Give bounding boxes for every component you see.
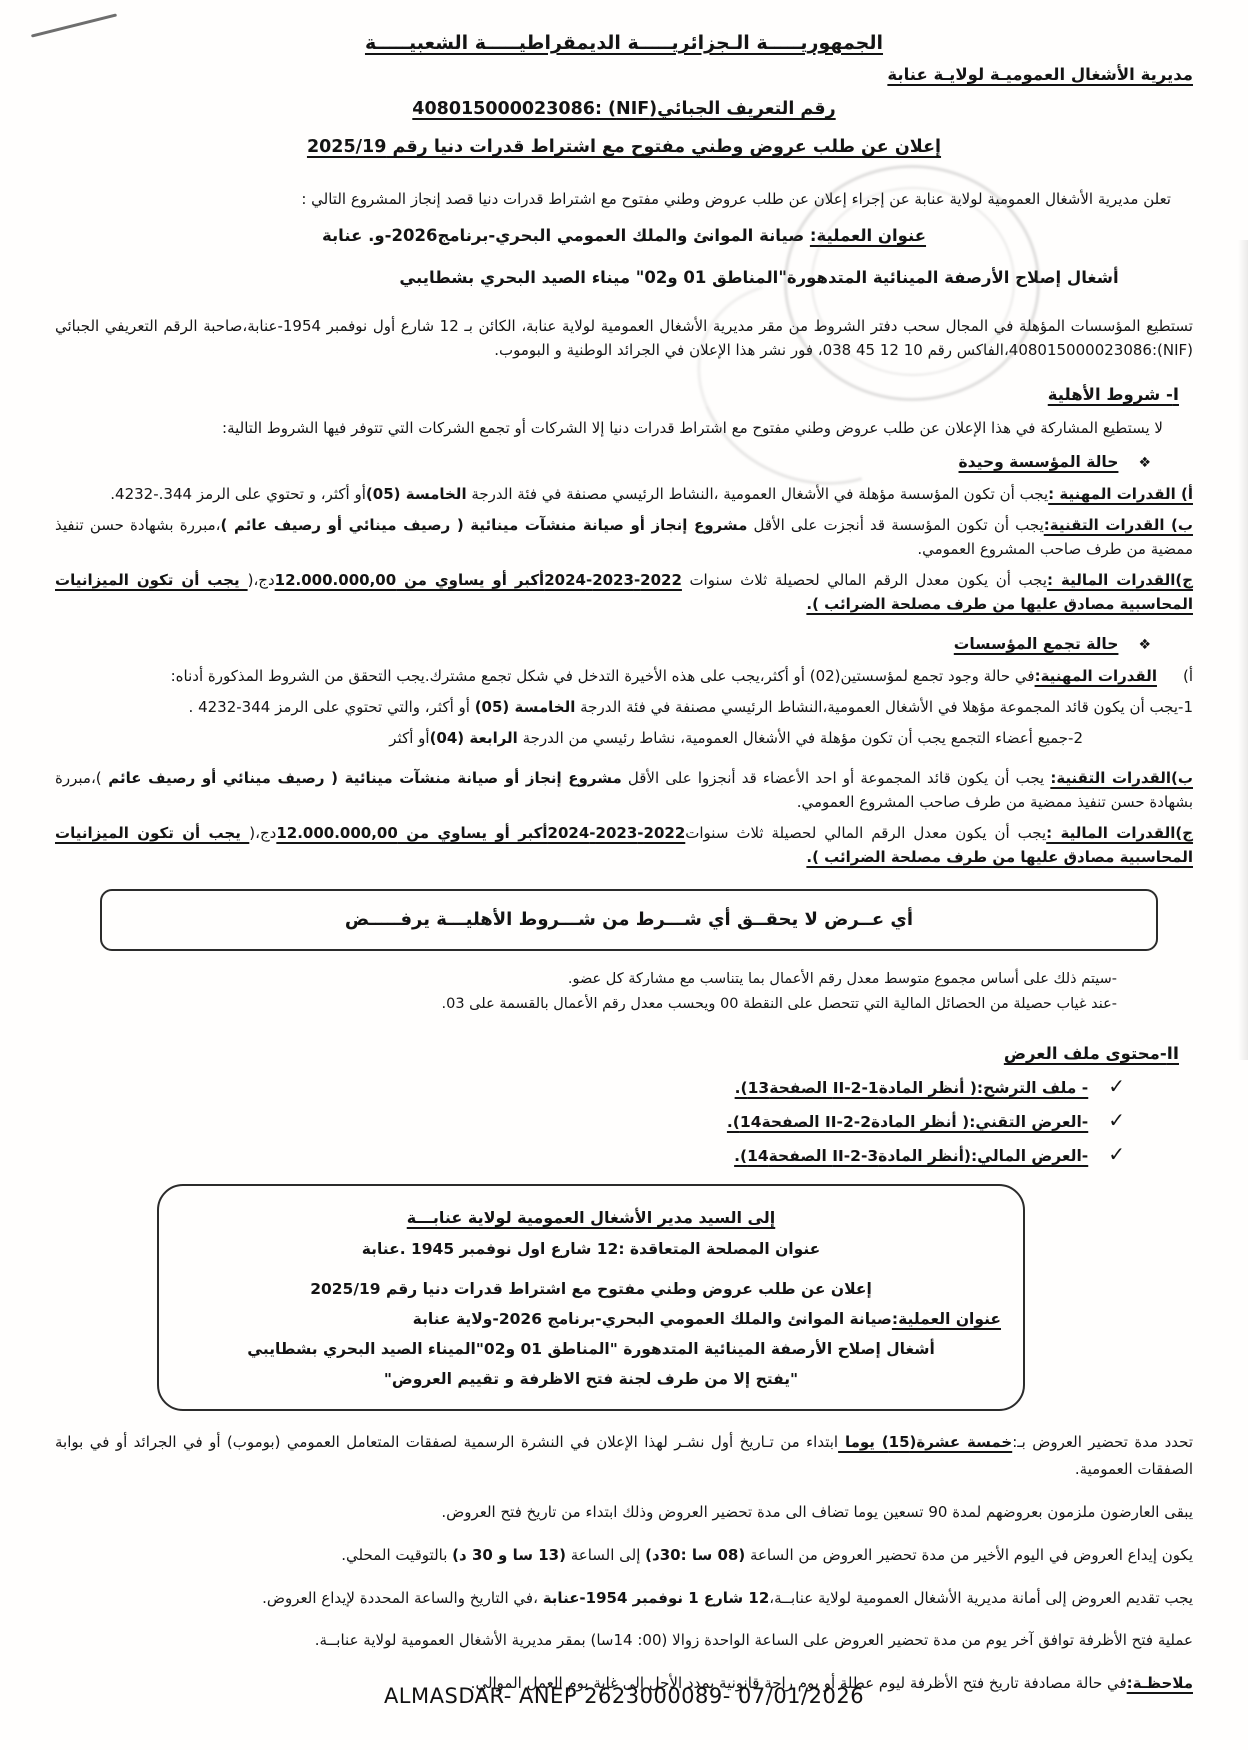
text-segment: إلى الساعة [565,1545,646,1564]
text-segment: ،في التاريخ والساعة المحددة لإيداع العروض. [262,1588,543,1607]
amount-emphasis: أكبر أو يساوي من 12.000.000,00 [274,570,545,589]
rejection-notice-text: أي عــرض لا يحقــق أي شـــرط من شـــروط الأهليـــة يرفـــــض [344,908,914,930]
offer-item-technical [55,1107,1193,1135]
text-segment: يجب تقديم العروض إلى أمانة مديرية الأشغال العمومية لولاية عنابــة، [769,1588,1193,1607]
envelope-opening: عملية فتح الأظرفة توافق آخر يوم من مدة تحضير العروض على الساعة الواحدة زوالا (00: 14سا) بمقر مديرية الأشغال العمومية لولاية عنابــة. [314,1631,1193,1650]
single-enterprise-label: حالة المؤسسة وحيدة [958,452,1119,471]
remark-label: ملاحظـة: [1126,1674,1193,1693]
text-segment: في حالة مصادفة تاريخ فتح الأظرفة ليوم عطلة أو يوم راحة قانونية يمدد الأجل إلى غاية يوم العمل الموالي. [470,1674,1127,1693]
section-eligibility-heading: I- شروط الأهلية [1047,384,1179,404]
financial-capacities-label: ج)القدرات المالية : [1047,570,1194,589]
balance-sheets-emphasis: يجب أن تكون الميزانيات المحاسبية مصادق عليها من طرف مصلحة الضرائب ). [55,823,1193,866]
technical-capacities-label: ب) القدرات التقنية: [1043,515,1193,534]
amount-emphasis: أكبر أو يساوي من 12.000.000,00 [276,823,548,842]
operation-text: صيانة الموانئ والملك العمومي البحري-برنامج2026-و. عنابة [321,225,810,245]
envelope-address-box [157,1184,1025,1410]
envelope-open-only-notice: "يفتح إلا من طرف لجنة فتح الاظرفة و تقييم العروض" [383,1370,799,1389]
eligibility-intro: لا يستطيع المشاركة في هذا الإعلان عن طلب عروض وطني مفتوح مع اشتراط قدرات دنيا إلا الشركات أو تجمع الشركات التي تتوفر فيها الشروط التالية: [222,418,1163,437]
years-emphasis: 2022-2023-2024 [544,570,682,589]
text-segment: يكون إيداع العروض في اليوم الأخير من مدة تحضير العروض من الساعة [745,1545,1193,1564]
text-segment: في حالة وجود تجمع لمؤسستين(02) أو أكثر،يجب على هذه الأخيرة التدخل في شكل تجمع مشترك.يجب التحقق من الشروط المذكورة أدناه: [170,666,1035,685]
text-segment: دج،( [249,823,277,842]
list-marker: أ) [1182,666,1193,685]
works-title: أشغال إصلاح الأرصفة المينائية المتدهورة"المناطق 01 و02" ميناء الصيد البحري بشطايبي [399,268,1119,288]
balance-sheets-emphasis: يجب أن تكون الميزانيات المحاسبية مصادق عليها من طرف مصلحة الضرائب ). [55,570,1193,613]
submission-address [55,1585,1193,1613]
section-offer-content-heading: II-محتوى ملف العرض [1003,1043,1179,1063]
grade-five-emphasis: الخامسة (05) [474,697,576,716]
years-emphasis: 2022-2023-2024 [547,823,686,842]
envelope-operation-line [177,1304,1005,1334]
diamond-bullet-icon: ❖ [1138,454,1151,471]
text-segment: ،مبررة بشهادة حسن تنفيذ ممضية من طرف صاحب المشروع العمومي. [55,515,1193,558]
offer-item-label: -العرض المالي:(أنظر المادةII-2-3 الصفحة14). [734,1146,1089,1165]
technical-capacities-label: ب)القدرات التقنية: [1050,768,1193,787]
envelope-addressee: إلى السيد مدير الأشغال العمومية لولاية عنابـــة [406,1208,776,1228]
directorate-heading: مديرية الأشغال العموميـة لولايـة عنابة [887,65,1193,85]
group-technical-capacities [55,766,1193,814]
operation-text: صيانة الموانئ والملك العمومي البحري-برنامج 2026-ولاية عنابة [412,1310,892,1329]
deadlines-section [55,1429,1193,1698]
offer-item-label: - ملف الترشح:( أنظر المادةII-2-1 الصفحة13). [734,1079,1089,1098]
text-segment: يجب أن تكون المؤسسة مؤهلة في الأشغال العمومية ،النشاط الرئيسي مصنفة في فئة الدرجة [466,484,1049,503]
single-technical-capacities [55,513,1193,561]
group-financial-capacities [55,821,1193,869]
text-segment: 2-جميع أعضاء التجمع يجب أن تكون مؤهلة في الأشغال العمومية، نشاط رئيسي من الدرجة [517,728,1083,747]
publication-reference: ALMASDAR- ANEP 2623000089- 07/01/2026 [383,1684,865,1709]
financial-capacities-label: ج)القدرات المالية : [1046,823,1194,842]
operation-label: عنوان العملية: [891,1310,1001,1329]
check-icon: ✓ [1108,1074,1125,1099]
project-type-emphasis: مشروع إنجاز أو صيانة منشآت مينائية ( رصيف مينائي أو رصيف عائم ) [220,515,748,534]
group-enterprise-label: حالة تجمع المؤسسات [953,634,1119,653]
offer-item-financial [55,1141,1193,1169]
professional-capacities-label: أ) القدرات المهنية : [1048,484,1193,503]
fifteen-days-emphasis: خمسة عشرة(15) يوما [838,1432,1013,1451]
single-enterprise-heading [55,450,1193,475]
single-professional-capacities [55,482,1193,506]
preparation-period [55,1429,1193,1485]
note-turnover-average: -سيتم ذلك على أساس مجموع متوسط معدل رقم الأعمال بما يتناسب مع مشاركة كل عضو. [567,971,1117,988]
offer-validity: يبقى العارضون ملزمون بعروضهم لمدة 90 تسعين يوما تضاف الى مدة تحضير العروض وذلك ابتداء من تاريخ فتح العروض. [441,1503,1193,1522]
text-segment: يجب أن يكون معدل الرقم المالي لحصيلة ثلاث سنوات [681,570,1047,589]
text-segment: تحدد مدة تحضير العروض بـ: [1012,1432,1193,1451]
start-time-emphasis: (08 سا :30د) [645,1545,746,1564]
text-segment: 1-يجب أن يكون قائد المجموعة مؤهلا في الأشغال العمومية،النشاط الرئيسي مصنفة في فئة الدرجة [575,697,1193,716]
tender-title: إعلان عن طلب عروض وطني مفتوح مع اشتراط قدرات دنيا رقم 2025/19 [306,136,942,157]
republic-heading: الجمهوريـــــة الـجزائريـــــة الديمقراطيـــــة الشعبيـــــة [364,32,884,54]
withdraw-paragraph: تستطيع المؤسسات المؤهلة في المجال سحب دفتر الشروط من مقر مديرية الأشغال العمومية لولاية عنابة، الكائن بـ 12 شارع أول نوفمبر 1954-عنابة،صاحبة الرقم التعريفي الجبائي (NIF):408015000023086،الفاكس رقم 10 12 45 038، فور نشر هذا الإعلان في الجرائد الوطنية و البوموب. [55,316,1193,359]
text-segment: أو أكثر، والتي تحتوي على الرمز 344-4232 . [188,697,475,716]
grade-five-emphasis: الخامسة (05) [365,484,467,503]
text-segment: يجب أن يكون قائد المجموعة أو احد الأعضاء قد أنجزوا على الأقل [621,768,1051,787]
envelope-tender-reference: إعلان عن طلب عروض وطني مفتوح مع اشتراط قدرات دنيا رقم 2025/19 [310,1279,872,1298]
text-segment: بالتوقيت المحلي. [341,1545,453,1564]
deposit-hours [55,1542,1193,1570]
note-missing-balance: -عند غياب حصيلة من الحصائل المالية التي تتحصل على النقطة 00 ويحسب معدل رقم الأعمال بالقسمة على 03. [441,995,1117,1012]
group-condition-2 [55,726,1193,750]
tax-id-heading: رقم التعريف الجبائي(NIF) :408015000023086 [412,98,836,119]
text-segment: أو أكثر [389,728,430,747]
diamond-bullet-icon: ❖ [1138,636,1151,653]
text-segment: )،مبررة بشهادة حسن تنفيذ ممضية من طرف صاحب المشروع العمومي. [55,768,1193,811]
grade-four-emphasis: الرابعة (04) [429,728,518,747]
end-time-emphasis: (13 سا و 30 د) [452,1545,566,1564]
check-icon: ✓ [1108,1141,1125,1166]
envelope-works-line: أشغال إصلاح الأرصفة المينائية المتدهورة "المناطق 01 و02"الميناء الصيد البحري بشطايبي [247,1340,935,1359]
project-type-emphasis: مشروع إنجاز أو صيانة منشآت مينائية ( رصيف مينائي أو رصيف عائم [101,768,622,787]
operation-title-line [55,223,1193,249]
offer-item-candidacy [55,1076,1193,1101]
announcement-intro: تعلن مديرية الأشغال العمومية لولاية عنابة عن إجراء إعلان عن طلب عروض وطني مفتوح مع اشتراط قدرات دنيا قصد إنجاز المشروع التالي : [301,189,1171,208]
text-segment: يجب أن يكون معدل الرقم المالي لحصيلة ثلاث سنوات [685,823,1047,842]
text-segment: دج،( [247,570,275,589]
text-segment: يجب أن تكون المؤسسة قد أنجزت على الأقل [747,515,1044,534]
operation-label: عنوان العملية: [809,225,927,245]
group-enterprise-heading [55,632,1193,657]
text-segment: ابتداء من تـاريخ أول نشـر لهذا الإعلان في النشرة الرسمية لصفقات المتعامل العمومي (بوموب) أو في الجرائد أو في بوابة الصفقات العمومية. [55,1432,1193,1479]
single-financial-capacities [55,568,1193,616]
offer-item-label: -العرض التقني:( أنظر المادةII-2-2 الصفحة14). [726,1112,1089,1131]
rejection-notice-box [100,889,1158,952]
eligibility-notes [55,967,1193,1016]
text-segment: أو أكثر، و تحتوي على الرمز 344.-4232. [110,484,366,503]
address-emphasis: 12 شارع 1 نوفمبر 1954-عنابة [542,1588,770,1607]
scan-edge-shadow [1238,240,1248,1060]
envelope-service-address: عنوان المصلحة المتعاقدة :12 شارع اول نوفمبر 1945 .عنابة [361,1239,821,1258]
group-professional-capacities [55,664,1193,688]
group-condition-1 [55,695,1193,719]
professional-capacities-label: القدرات المهنية: [1034,666,1157,685]
check-icon: ✓ [1108,1107,1125,1132]
